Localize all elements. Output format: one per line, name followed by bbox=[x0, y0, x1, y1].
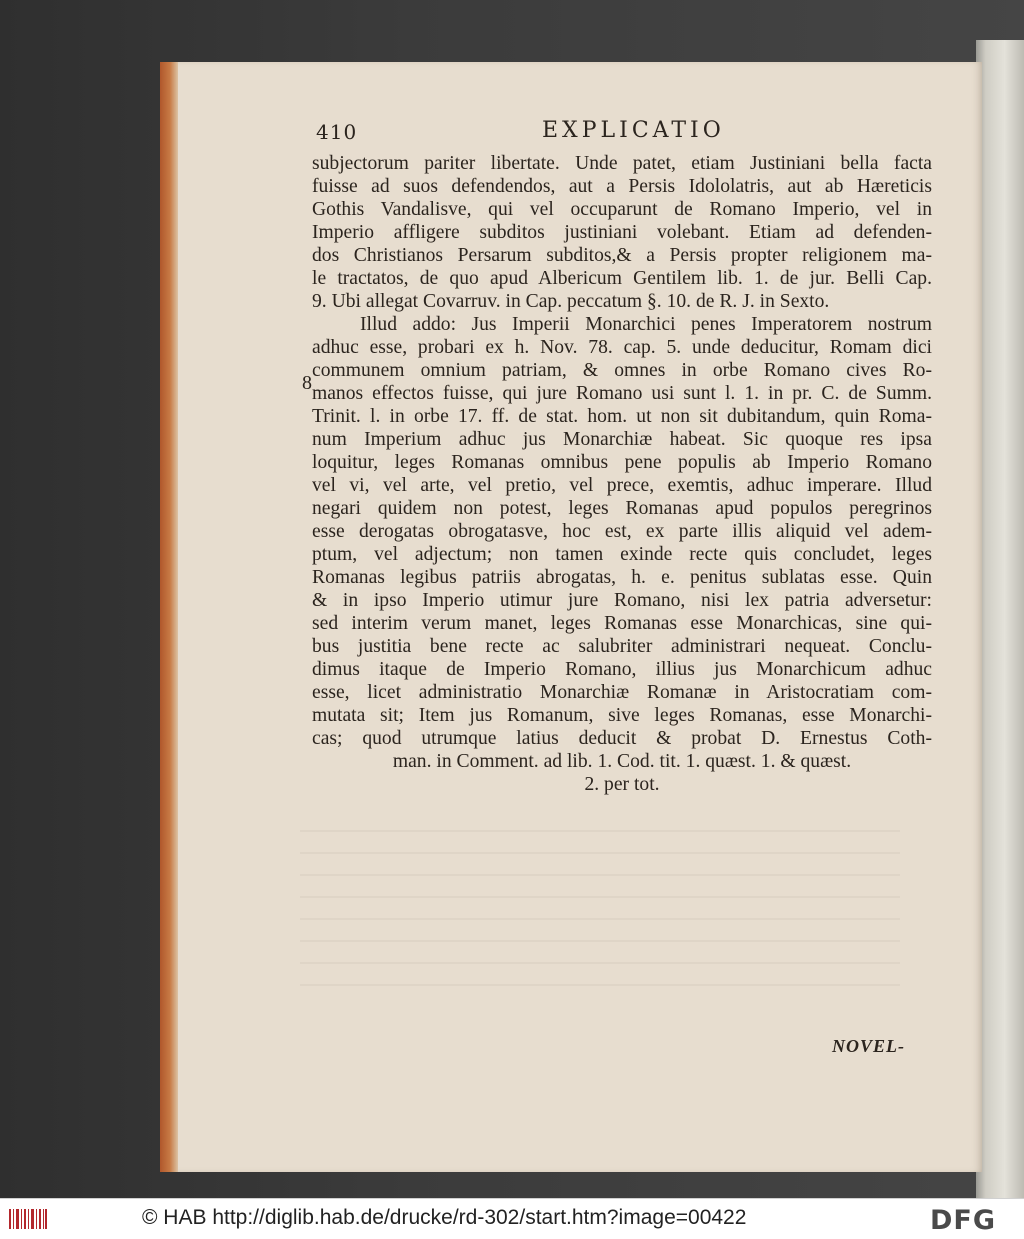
text-line: Illud addo: Jus Imperii Monarchici penes Imperatorem nostrum bbox=[360, 314, 932, 335]
text-line: dos Christianos Persarum subditos,& a Persis propter religionem ma- bbox=[312, 245, 932, 266]
text-line: cas; quod utrumque latius deducit & probat D. Ernestus Coth- bbox=[312, 728, 932, 749]
text-line: Imperio affligere subditos justiniani volebant. Etiam ad defenden- bbox=[312, 222, 932, 243]
show-through-text bbox=[300, 830, 900, 990]
page-spine-edge bbox=[160, 62, 178, 1172]
text-line: subjectorum pariter libertate. Unde patet, etiam Justiniani bella facta bbox=[312, 153, 932, 174]
text-line: esse, licet administratio Monarchiæ Romanæ in Aristocratiam com- bbox=[312, 682, 932, 703]
text-line: bus justitia bene recte ac salubriter administrari nequeat. Conclu- bbox=[312, 636, 932, 657]
text-line: dimus itaque de Imperio Romano, illius jus Monarchicum adhuc bbox=[312, 659, 932, 680]
text-line: esse derogatas obrogatasve, hoc est, ex parte illis aliquid vel adem- bbox=[312, 521, 932, 542]
copyright-link[interactable]: © HAB http://diglib.hab.de/drucke/rd-302/start.htm?image=00422 bbox=[142, 1206, 747, 1229]
text-line: num Imperium adhuc jus Monarchiæ habeat. Sic quoque res ipsa bbox=[312, 429, 932, 450]
dfg-logo[interactable]: DFG bbox=[930, 1205, 997, 1236]
running-title: EXPLICATIO bbox=[542, 118, 725, 143]
hab-barcode-logo-icon[interactable] bbox=[8, 1207, 48, 1231]
text-line: 9. Ubi allegat Covarruv. in Cap. peccatum §. 10. de R. J. in Sexto. bbox=[312, 291, 830, 312]
next-page-edge bbox=[976, 40, 1024, 1200]
text-line: negari quidem non potest, leges Romanas apud populos peregrinos bbox=[312, 498, 932, 519]
text-line: Gothis Vandalisve, qui vel occuparunt de Romano Imperio, vel in bbox=[312, 199, 932, 220]
text-line: sed interim verum manet, leges Romanas esse Monarchicas, sine qui- bbox=[312, 613, 932, 634]
text-line: man. in Comment. ad lib. 1. Cod. tit. 1. quæst. 1. & quæst. bbox=[392, 751, 852, 772]
body-text bbox=[302, 152, 932, 796]
text-line: adhuc esse, probari ex h. Nov. 78. cap. 5. unde deducitur, Romam dici bbox=[312, 337, 932, 358]
text-line: & in ipso Imperio utimur jure Romano, nisi lex patria adversetur: bbox=[312, 590, 932, 611]
text-line: communem omnium patriam, & omnes in orbe Romano cives Ro- bbox=[312, 360, 932, 381]
text-line: ptum, vel adjectum; non tamen exinde recte quis concludet, leges bbox=[312, 544, 932, 565]
text-line: manos effectos fuisse, qui jure Romano usi sunt l. 1. in pr. C. de Summ. bbox=[312, 383, 932, 404]
text-line: fuisse ad suos defendendos, aut a Persis Idololatris, aut ab Hæreticis bbox=[312, 176, 932, 197]
catchword: NOVEL- bbox=[832, 1036, 905, 1056]
page-content bbox=[302, 118, 932, 796]
text-line: loquitur, leges Romanas omnibus pene populis ab Imperio Romano bbox=[312, 452, 932, 473]
page-header bbox=[312, 118, 932, 152]
margin-note: 8 bbox=[302, 372, 312, 394]
text-line: le tractatos, de quo apud Albericum Gentilem lib. 1. de jur. Belli Cap. bbox=[312, 268, 932, 289]
text-line: 2. per tot. bbox=[584, 774, 660, 795]
footer-bar bbox=[0, 1198, 1024, 1239]
text-line: vel vi, vel arte, vel pretio, vel prece, exemtis, adhuc imperare. Illud bbox=[312, 475, 932, 496]
text-line: Romanas legibus patriis abrogatas, h. e. penitus sublatas esse. Quin bbox=[312, 567, 932, 588]
page-number: 410 bbox=[316, 120, 358, 144]
text-line: mutata sit; Item jus Romanum, sive leges Romanas, esse Monarchi- bbox=[312, 705, 932, 726]
text-line: Trinit. l. in orbe 17. ff. de stat. hom. ut non sit dubitandum, quin Roma- bbox=[312, 406, 932, 427]
